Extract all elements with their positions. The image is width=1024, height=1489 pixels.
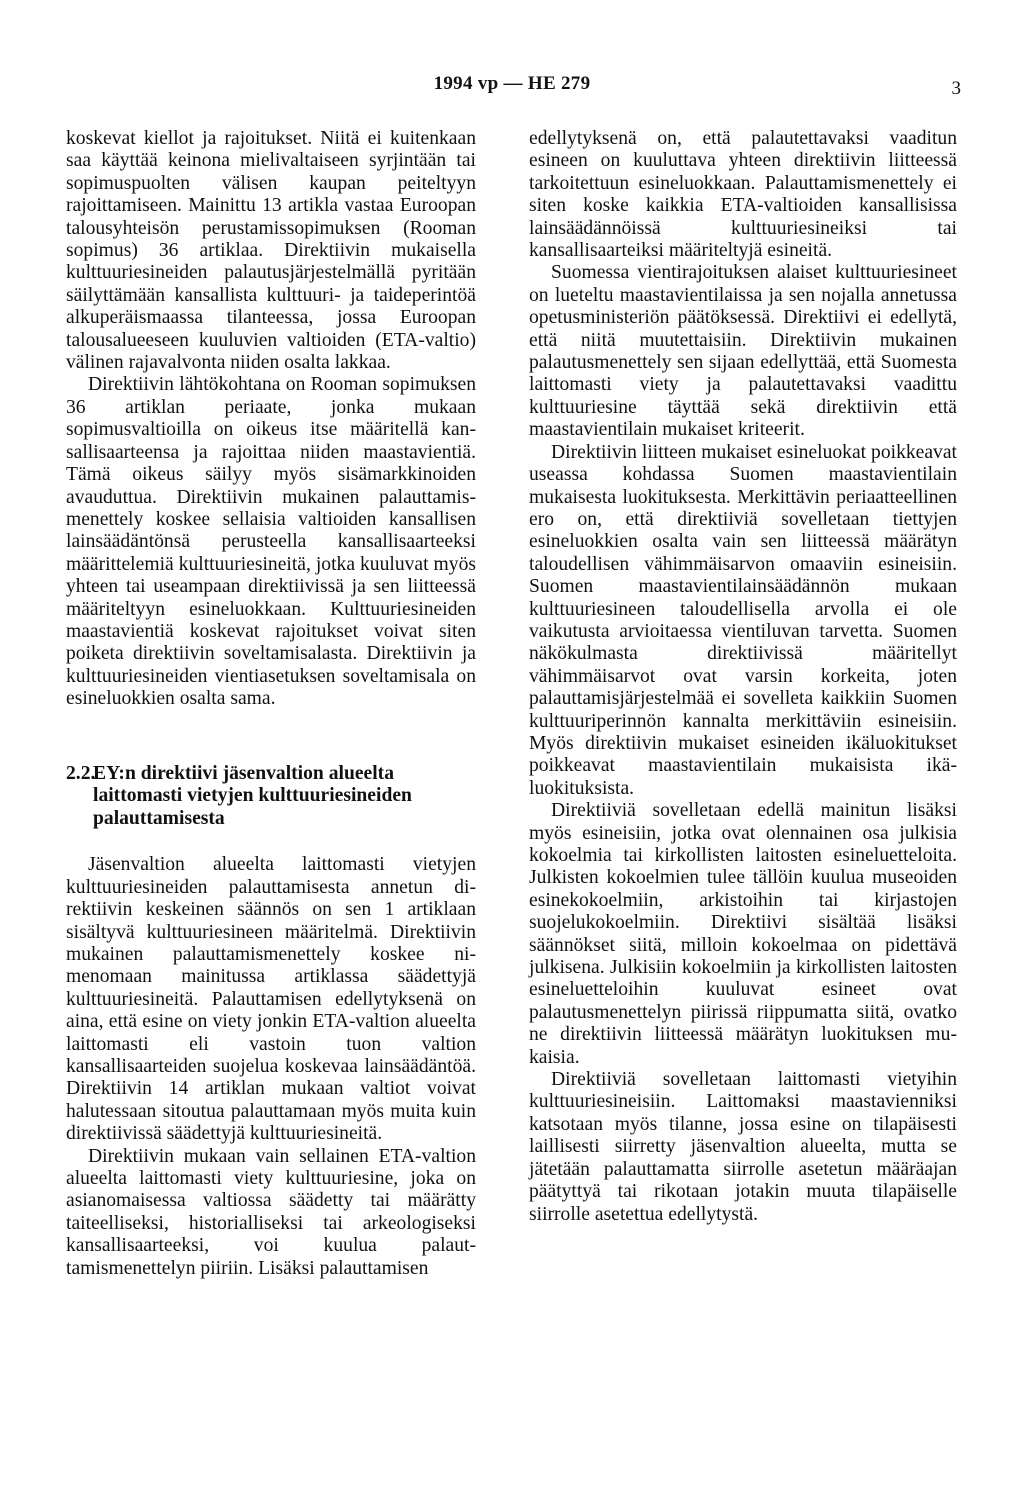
- right-column: [529, 128, 957, 1226]
- page-header: [0, 73, 1024, 103]
- paragraph: Suomessa vientirajoituksen alaiset kulttuuriesineet on lueteltu maastavientilaissa ja sen nojalla annetussa opetusministeriön päätöksessä. Direktiivi ei edellytä, että niitä muutettaisiin. Direktiivin mukainen palautusmenettely sen sijaan edellyttää, että Suomesta laittomasti viety ja palautettavaksi vaadittu kulttuuriesine täyttää sekä direktiivin että maastavientilain mukaiset kriteerit.: [529, 262, 957, 441]
- page-number: 3: [951, 78, 961, 99]
- section-number: 2.2.: [66, 762, 96, 784]
- paragraph: Direktiivin mukaan vain sellainen ETA-valtion alueelta laittomasti viety kulttuuriesine, joka on asianomaisessa valtiossa säädetty tai määrätty taiteelliseksi, historialliseksi tai arkeologiseksi kansallisaarteeksi, voi kuulua palauttamismenettelyn piiriin. Lisäksi palauttamisen: [66, 1145, 476, 1279]
- paragraph: koskevat kiellot ja rajoitukset. Niitä ei kuitenkaan saa käyttää keinona mielivaltaiseen syrjintään tai sopimuspuolten välisen kaupan peiteltyyn rajoittamiseen. Mainittu 13 artikla vastaa Euroopan talousyhteisön perustamissopimuksen (Rooman sopimus) 36 artiklaa. Direktiivin mukaisella kulttuuriesineiden palautusjärjestelmällä pyritään säilyttämään kansallista kulttuuri- ja taideperintöä alkuperäismaassa tilanteessa, jossa Euroopan talousalueeseen kuuluvien valtioiden (ETA-valtio) välinen rajavalvonta niiden osalta lakkaa.: [66, 128, 476, 374]
- paragraph: edellytyksenä on, että palautettavaksi vaaditun esineen on kuuluttava yhteen direktiivin liitteessä tarkoitettuun esineluokkaan. Palauttamismenettely ei siten koske kaikkia ETA-valtioiden kansallisissa lainsäädännöissä kulttuuriesineiksi tai kansallisaarteiksi määriteltyjä esineitä.: [529, 128, 957, 262]
- paragraph: Direktiivin liitteen mukaiset esineluokat poikkeavat useassa kohdassa Suomen maastavientilain mukaisesta luokituksesta. Merkittävin periaatteellinen ero on, että direktiiviä sovelletaan tiettyjen esineluokkien osalta vain sen liitteessä määrätyn taloudellisen vähimmäisarvon omaaviin esineisiin. Suomen maastavientilainsäädännön mukaan kulttuuriesineen taloudellisella arvolla ei ole vaikutusta arvioitaessa vientiluvan tarvetta. Suomen näkökulmasta direktiivissä määritellyt vähimmäisarvot ovat varsin korkeita, joten palauttamisjärjestelmää ei sovelleta kaikkiin Suomen kulttuuriperinnön kannalta merkittäviin esineisiin. Myös direktiivin mukaiset esineiden ikäluokitukset poikkeavat maastavientilain mukaisista ikäluokituksista.: [529, 441, 957, 799]
- document-reference: 1994 vp — HE 279: [433, 73, 591, 94]
- paragraph: Direktiivin lähtökohtana on Rooman sopimuksen 36 artiklan periaate, jonka mukaan sopimusvaltioilla on oikeus itse määritellä kansallisaarteensa ja rajoittaa niiden maastavientiä. Tämä oikeus säilyy myös sisämarkkinoiden avauduttua. Direktiivin mukainen palauttamismenettely koskee sellaisia valtioiden kansallisen lainsäädäntönsä perusteella kansallisaarteeksi määrittelemiä kulttuuriesineitä, jotka kuuluvat myös yhteen tai useampaan direktiivissä ja sen liitteessä määriteltyyn esineluokkaan. Kulttuuriesineiden maastavientiä koskevat rajoitukset voivat siten poiketa direktiivin soveltamisalasta. Direktiivin ja kulttuuriesineiden vientiasetuksen soveltamisala on esineluokkien osalta sama.: [66, 374, 476, 710]
- paragraph: Direktiiviä sovelletaan laittomasti vietyihin kulttuuriesineisiin. Laittomaksi maastavienniksi katsotaan myös tilanne, jossa esine on tilapäisesti laillisesti siirretty jäsenvaltion alueelta, mutta se jätetään palauttamatta siirrolle asetetun määräajan päätyttyä tai rikotaan jotakin muuta tilapäiselle siirrolle asetettua edellytystä.: [529, 1069, 957, 1225]
- paragraph: Direktiiviä sovelletaan edellä mainitun lisäksi myös esineisiin, jotka ovat olennainen osa julkisia kokoelmia tai kirkollisten laitosten esineluetteloita. Julkisten kokoelmien tulee tällöin kuulua museoiden esinekokoelmiin, arkistoihin tai kirjastojen suojelukokoelmiin. Direktiivi sisältää lisäksi säännökset siitä, milloin kokoelmaa on pidettävä julkisena. Julkisiin kokoelmiin ja kirkollisten laitosten esineluetteloihin kuuluvat esineet ovat palautusmenettelyn piirissä riippumatta siitä, ovatko ne direktiivin liitteessä määrätyn luokituksen mukaisia.: [529, 800, 957, 1068]
- left-column: [66, 128, 476, 1280]
- section-title: EY:n direktiivi jäsenvaltion alueelta laittomasti vietyjen kulttuuriesineiden palauttamisesta: [93, 762, 412, 829]
- section-heading: [66, 763, 476, 831]
- paragraph: Jäsenvaltion alueelta laittomasti vietyjen kulttuuriesineiden palauttamisesta annetun direktiivin keskeinen säännös on sen 1 artiklaan sisältyvä kulttuuriesineen määritelmä. Direktiivin mukainen palauttamismenettely koskee nimenomaan mainitussa artiklassa säädettyjä kulttuuriesineitä. Palauttamisen edellytyksenä on aina, että esine on viety jonkin ETA-valtion alueelta laittomasti eli vastoin tuon valtion kansallisaarteiden suojelua koskevaa lainsäädäntöä. Direktiivin 14 artiklan mukaan valtiot voivat halutessaan sitoutua palauttamaan myös muita kuin direktiivissä säädettyjä kulttuuriesineitä.: [66, 854, 476, 1145]
